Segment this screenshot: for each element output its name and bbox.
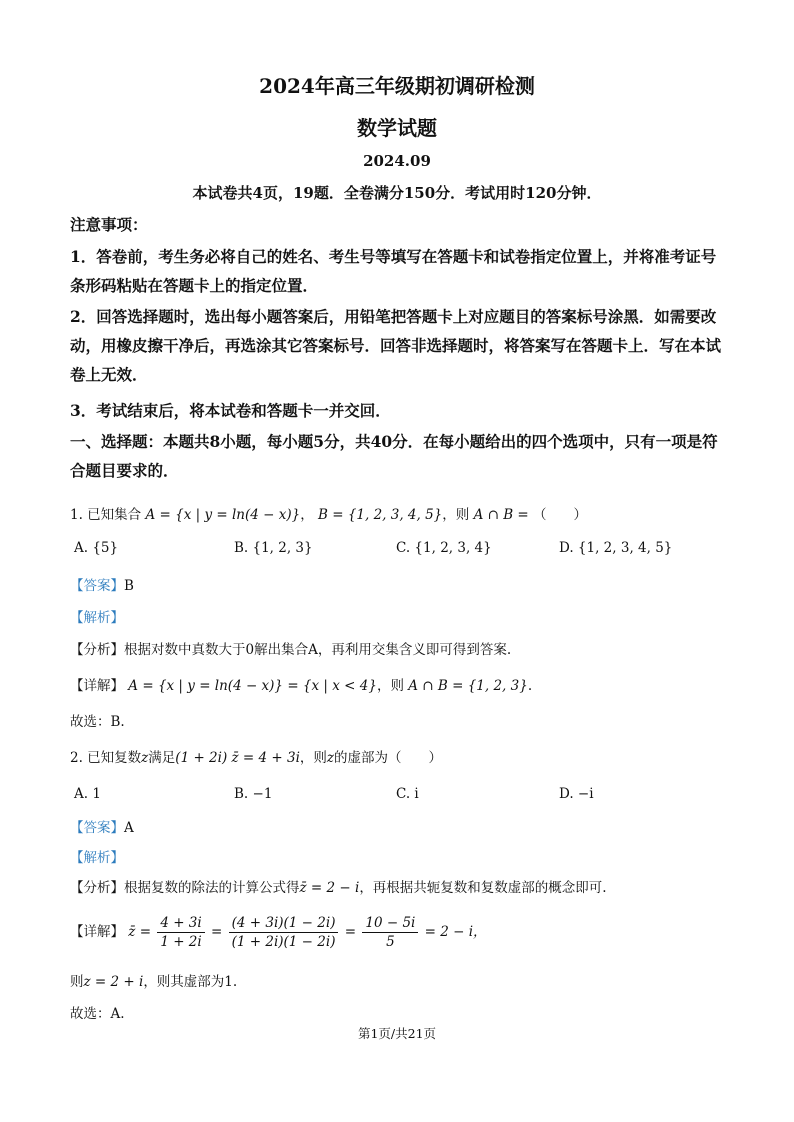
q2-detail-label: 【详解】 — [70, 924, 124, 940]
q2-fraction-3-num: 10 − 5i — [362, 914, 418, 933]
q2-stem — [70, 748, 730, 768]
page-title: 2024年高三年级期初调研检测 — [259, 74, 535, 98]
q2-option-d: D. −i — [559, 786, 594, 802]
q2-answer-label: 【答案】 — [70, 820, 124, 836]
q2-option-b: B. −1 — [234, 786, 273, 802]
q2-answer-value: A — [124, 820, 134, 836]
q2-option-a: A. 1 — [74, 786, 101, 802]
q1-detail — [70, 676, 730, 696]
q2-eq: (1 + 2i) z̄ = 4 + 3i — [175, 750, 300, 766]
q1-conclusion: 故选：B. — [70, 714, 125, 730]
q1-answer — [70, 576, 730, 596]
q2-options — [70, 786, 730, 806]
q2-fraction-2 — [229, 914, 339, 951]
q2-answer — [70, 818, 730, 838]
q1-detail-end: . — [527, 678, 533, 694]
q2-fenxi-prefix: 根据复数的除法的计算公式得 — [124, 880, 300, 896]
q2-fraction-2-den: (1 + 2i)(1 − 2i) — [231, 934, 336, 950]
q1-set-a: A = {x | y = ln(4 − x)} — [145, 507, 301, 523]
exam-date: 2024.09 — [363, 152, 431, 170]
q1-fenxi-text: 根据对数中真数大于0解出集合A，再利用交集含义即可得到答案. — [124, 642, 512, 658]
q2-fenxi — [70, 878, 730, 898]
q2-fraction-1-num: 4 + 3i — [157, 914, 204, 933]
q2-stem-mid2: ，则 — [299, 750, 327, 766]
q2-fraction-3 — [362, 914, 418, 951]
q1-set-b: B = {1, 2, 3, 4, 5} — [318, 507, 443, 523]
q2-conclusion: 故选：A. — [70, 1006, 125, 1022]
q2-then-math: z = 2 + i — [83, 974, 144, 990]
q1-detail-math2: A ∩ B = {1, 2, 3} — [408, 678, 528, 694]
q1-expr: A ∩ B = — [473, 507, 529, 523]
q1-blank: （ ） — [533, 507, 588, 523]
q1-analysis-label: 【解析】 — [70, 610, 124, 626]
q2-fraction-2-num: (4 + 3i)(1 − 2i) — [229, 914, 339, 933]
q2-z-2: z — [326, 750, 335, 766]
q2-then — [70, 972, 730, 992]
q1-analysis — [70, 608, 730, 628]
notice-item-3: 3．考试结束后，将本试卷和答题卡一并交回． — [70, 401, 391, 420]
q1-stem-suffix: ，则 — [442, 507, 470, 523]
q1-stem — [70, 505, 730, 525]
q2-fraction-3-den: 5 — [386, 934, 395, 950]
q1-options — [70, 540, 730, 560]
q2-stem-mid: 满足 — [148, 750, 176, 766]
q2-fenxi-suffix: ，再根据共轭复数和复数虚部的概念即可. — [359, 880, 607, 896]
q1-option-c: C. {1, 2, 3, 4} — [396, 540, 492, 556]
q2-stem-suffix: 的虚部为（ ） — [334, 750, 443, 766]
q1-option-a: A. {5} — [74, 540, 119, 556]
q2-fraction-1-den: 1 + 2i — [160, 934, 202, 950]
q2-fenxi-label: 【分析】 — [70, 880, 124, 896]
page-subtitle: 数学试题 — [357, 116, 437, 140]
notice-item-1: 1．答卷前，考生务必将自己的姓名、考生号等填写在答题卡和试卷指定位置上，并将准考证号条形码粘贴在答题卡上的指定位置． — [70, 247, 717, 295]
notice-item-2: 2．回答选择题时，选出每小题答案后，用铅笔把答题卡上对应题目的答案标号涂黑．如需要改动，用橡皮擦干净后，再选涂其它答案标号．回答非选择题时，将答案写在答题卡上．写在本试卷上无效． — [70, 307, 722, 384]
exam-info: 本试卷共4页，19题．全卷满分150分．考试用时120分钟． — [192, 184, 602, 202]
q1-detail-mid: ，则 — [376, 678, 404, 694]
q1-sep: ， — [300, 507, 314, 523]
q2-detail — [70, 912, 730, 952]
notice-title: 注意事项： — [70, 215, 148, 234]
page-footer: 第1页/共21页 — [357, 1026, 437, 1041]
q1-option-b: B. {1, 2, 3} — [234, 540, 313, 556]
q2-eq-sign-1: = — [211, 924, 223, 940]
section-title: 一、选择题：本题共8小题，每小题5分，共40分．在每小题给出的四个选项中，只有一项是符合题目要求的． — [70, 432, 718, 480]
q2-z: z — [141, 750, 149, 766]
q1-fenxi — [70, 640, 730, 660]
q2-fenxi-math: z̄ = 2 − i — [299, 880, 360, 896]
q1-option-d: D. {1, 2, 3, 4, 5} — [559, 540, 673, 556]
q1-stem-prefix: 1. 已知集合 — [70, 507, 142, 523]
q1-fenxi-label: 【分析】 — [70, 642, 124, 658]
q1-answer-label: 【答案】 — [70, 578, 124, 594]
q2-eq-sign-2: = — [344, 924, 357, 940]
q2-then-prefix: 则 — [70, 974, 84, 990]
q1-detail-label: 【详解】 — [70, 678, 124, 694]
q2-stem-prefix: 2. 已知复数 — [70, 750, 142, 766]
q2-zbar: z̄ = — [128, 924, 152, 940]
q2-fraction-1 — [157, 914, 204, 951]
q1-answer-value: B — [124, 578, 134, 594]
q2-analysis — [70, 848, 730, 868]
q2-result: = 2 − i， — [424, 924, 487, 940]
q2-option-c: C. i — [396, 786, 419, 802]
q2-analysis-label: 【解析】 — [70, 850, 124, 866]
q2-then-suffix: ，则其虚部为1. — [143, 974, 238, 990]
q1-detail-math: A = {x | y = ln(4 − x)} = {x | x < 4} — [128, 678, 377, 694]
